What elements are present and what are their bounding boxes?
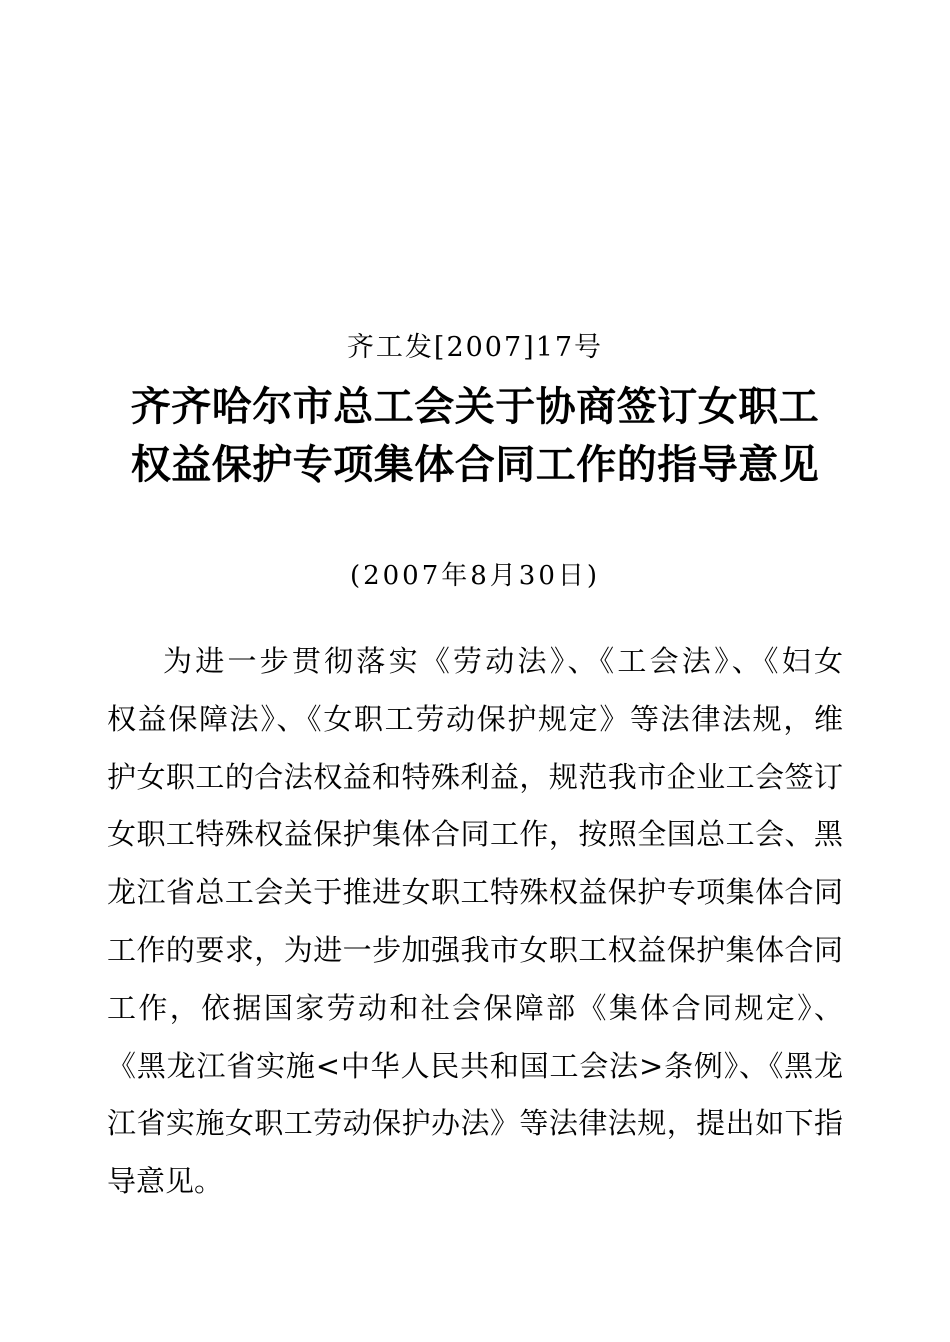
document-number: 齐工发[2007]17号: [346, 332, 604, 363]
title-line-1: 齐齐哈尔市总工会关于协商签订女职工: [130, 384, 820, 430]
document-title: [0, 378, 950, 494]
title-line-2: 权益保护专项集体合同工作的指导意见: [130, 442, 820, 488]
body-line-1: 为进一步贯彻落实《劳动法》、《工会法》、《妇女: [163, 644, 843, 678]
body-line-10: 导意见。: [107, 1164, 224, 1199]
body-line-4: 女职工特殊权益保护集体合同工作，按照全国总工会、黑: [107, 817, 843, 852]
body-line-7: 工作，依据国家劳动和社会保障部《集体合同规定》、: [107, 990, 843, 1025]
body-line-5: 龙江省总工会关于推进女职工特殊权益保护专项集体合同: [107, 875, 843, 910]
body-line-8: 《黑龙江省实施<中华人民共和国工会法>条例》、《黑龙: [107, 1048, 843, 1083]
body-paragraph: [0, 633, 950, 1211]
document-date: (2007年8月30日): [349, 561, 601, 591]
body-line-6: 工作的要求，为进一步加强我市女职工权益保护集体合同: [107, 932, 843, 967]
body-line-3: 护女职工的合法权益和特殊利益，规范我市企业工会签订: [107, 759, 843, 794]
body-line-2: 权益保障法》、《女职工劳动保护规定》等法律法规，维: [107, 701, 843, 736]
body-line-9: 江省实施女职工劳动保护办法》等法律法规，提出如下指: [107, 1106, 843, 1141]
